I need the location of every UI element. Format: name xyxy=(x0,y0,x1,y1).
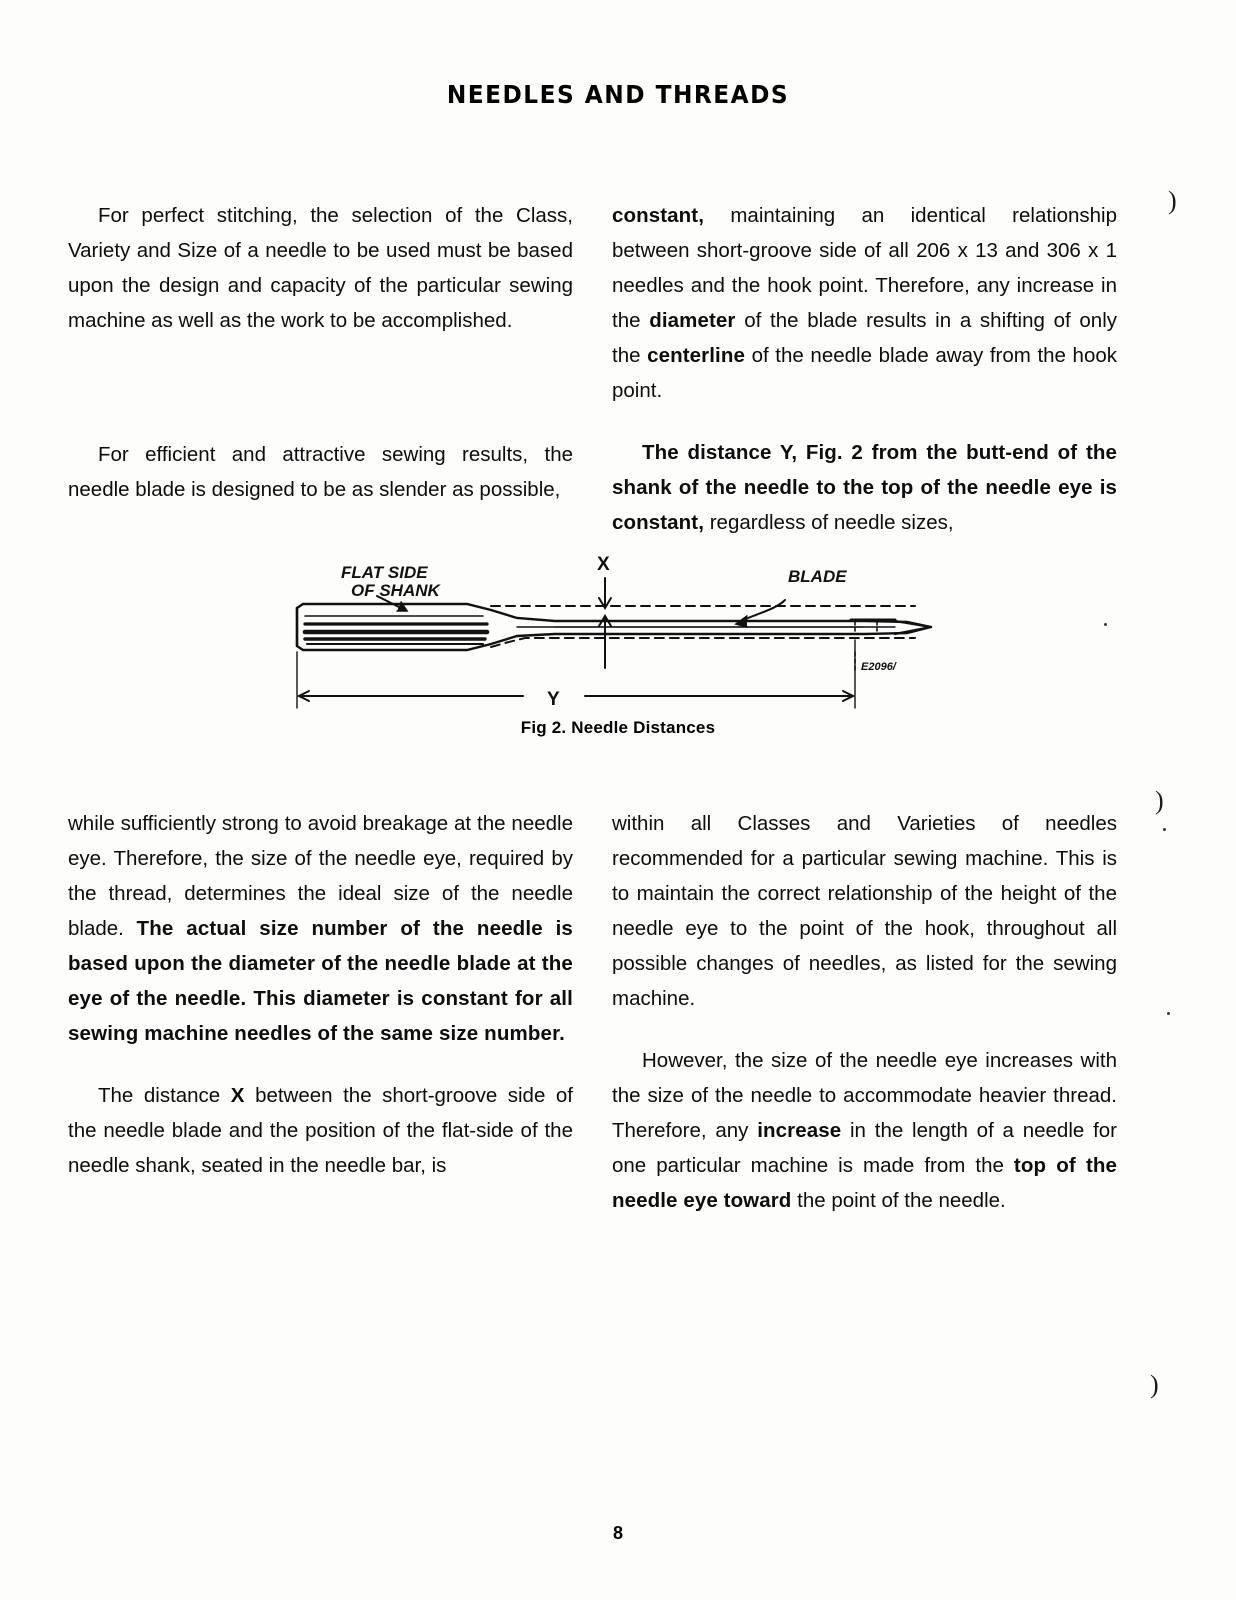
page-number: 8 xyxy=(612,1523,623,1543)
figure-label-dimension-y: Y xyxy=(547,689,560,710)
paragraph-right-1-text-a: maintaining an identical relationship between short-groove side of all 206 x 13 and 306 x 1 needles and the hook point. Therefore, any increase in the xyxy=(612,204,1117,332)
bold-increase: increase xyxy=(757,1119,842,1142)
scan-speck-3 xyxy=(1104,623,1107,626)
margin-artifact-3: ) xyxy=(1150,1370,1159,1399)
figure-label-flat-side-line2: OF SHANK xyxy=(351,581,440,600)
right-column-bottom xyxy=(612,806,1117,1218)
paragraph-left-2: For efficient and attractive sewing results, the needle blade is designed to be as slender as possible, xyxy=(68,443,573,501)
figure-label-dimension-x: X xyxy=(597,554,610,575)
paragraph-right-2-text: regardless of needle sizes, xyxy=(704,511,954,534)
figure-label-blade: BLADE xyxy=(788,567,847,586)
margin-artifact-2: ) xyxy=(1155,786,1164,815)
figure-caption: Fig 2. Needle Distances xyxy=(520,718,716,737)
paragraph-right-1-text-b: of the blade results in a shifting of only the xyxy=(612,309,1118,367)
margin-artifact-1: ) xyxy=(1168,186,1177,215)
left-column-top xyxy=(68,198,573,338)
paragraph-left-4-text-a: The distance xyxy=(98,1084,231,1107)
scan-speck-1 xyxy=(1163,828,1166,831)
paragraph-right-2 xyxy=(612,435,1117,540)
right-column-top xyxy=(612,198,1117,540)
bold-top-of-needle-eye: top of the needle eye toward xyxy=(612,1154,1117,1212)
bold-dimension-x: X xyxy=(230,1084,245,1107)
bold-constant: constant, xyxy=(612,204,705,227)
bold-distance-y-statement: The distance Y, Fig. 2 from the butt-end of the shank of the needle to the top of the needle eye is constant, xyxy=(612,441,1117,534)
paragraph-left-4 xyxy=(68,1078,573,1183)
figure-label-drawing-code: E2096/ xyxy=(861,661,896,673)
bold-diameter: diameter xyxy=(649,309,736,332)
paragraph-right-1 xyxy=(612,198,1117,408)
bold-actual-size-statement: The actual size number of the needle is based upon the diameter of the needle blade at the eye of the needle. This diameter is constant for all sewing machine needles of the same size number. xyxy=(68,917,573,1045)
paragraph-left-3 xyxy=(68,806,573,1051)
figure-label-flat-side-line1: FLAT SIDE xyxy=(341,563,428,582)
bold-centerline: centerline xyxy=(647,344,745,367)
left-column-middle xyxy=(68,437,573,507)
paragraph-left-4-text-b: between the short-groove side of the needle blade and the position of the flat-side of the needle shank, seated in the needle bar, is xyxy=(68,1084,573,1177)
scan-speck-2 xyxy=(1167,1012,1170,1015)
paragraph-left-1: For perfect stitching, the selection of the Class, Variety and Size of a needle to be used must be based upon the design and capacity of the particular sewing machine as well as the work to be accomplished. xyxy=(68,204,573,332)
paragraph-right-4-text-a: However, the size of the needle eye increases with the size of the needle to accommodate heavier thread. Therefore, any xyxy=(612,1049,1117,1142)
paragraph-right-3: within all Classes and Varieties of needles recommended for a particular sewing machine. This is to maintain the correct relationship of the height of the needle eye to the point of the hook, throughout all possible changes of needles, as listed for the sewing machine. xyxy=(612,812,1117,1010)
paragraph-right-4-text-b: in the length of a needle for one particular machine is made from the xyxy=(612,1119,1117,1177)
paragraph-left-3-text: while sufficiently strong to avoid breakage at the needle eye. Therefore, the size of the needle eye, required by the thread, determines the ideal size of the needle blade. xyxy=(68,812,573,940)
left-column-bottom xyxy=(68,806,573,1183)
paragraph-right-4 xyxy=(612,1043,1117,1218)
paragraph-right-1-text-c: of the needle blade away from the hook point. xyxy=(612,344,1118,402)
page-title: NEEDLES AND THREADS xyxy=(446,80,790,109)
paragraph-right-4-text-c: the point of the needle. xyxy=(791,1189,1006,1212)
